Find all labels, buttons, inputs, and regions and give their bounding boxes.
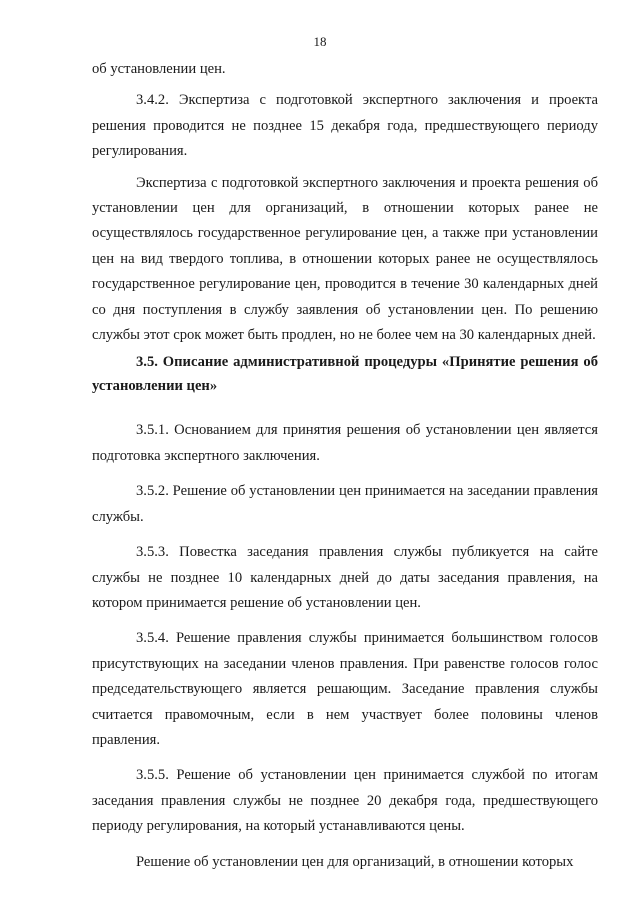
paragraph-decision-continuation: Решение об установлении цен для организаций, в отношении которых xyxy=(136,853,574,870)
section-heading-3-5: 3.5. Описание административной процедуры «Принятие решения об установлении цен» xyxy=(92,354,598,395)
paragraph-3-5-4: 3.5.4. Решение правления службы принимается большинством голосов присутствующих на заседании членов правления. При равенстве голосов голос председательствующего является решающим. Заседание правления службы считается правомочным, если в нем участвует более половины членов правления. xyxy=(92,630,598,748)
paragraph-3-5-3: 3.5.3. Повестка заседания правления службы публикуется на сайте службы не позднее 10 календарных дней до даты заседания правления, на котором принимается решение об установлении цен. xyxy=(92,544,598,611)
page-number: 18 xyxy=(313,34,327,49)
paragraph-continuation: об установлении цен. xyxy=(92,61,226,77)
paragraph-3-5-2: 3.5.2. Решение об установлении цен принимается на заседании правления службы. xyxy=(92,483,598,525)
paragraph-3-5-5: 3.5.5. Решение об установлении цен принимается службой по итогам заседания правления службы не позднее 20 декабря года, предшествующего периоду регулирования, на который устанавливаются цены. xyxy=(92,767,598,835)
paragraph-3-5-1: 3.5.1. Основанием для принятия решения об установлении цен является подготовка экспертного заключения. xyxy=(92,422,598,464)
paragraph-expertise-new-organizations: Экспертиза с подготовкой экспертного заключения и проекта решения об установлении цен для организаций, в отношении которых ранее не осуществлялось государственное регулирование цен, а также при установлении цен на вид твердого топлива, в отношении которых ранее не осуществлялось государственное регулирование цен, проводится в течение 30 календарных дней со дня поступления в службу заявления об установлении цен. По решению службы этот срок может быть продлен, но не более чем на 30 календарных дней. xyxy=(92,174,598,344)
paragraph-3-4-2: 3.4.2. Экспертиза с подготовкой экспертного заключения и проекта решения проводится не позднее 15 декабря года, предшествующего периоду регулирования. xyxy=(92,92,598,160)
document-body xyxy=(92,57,598,875)
